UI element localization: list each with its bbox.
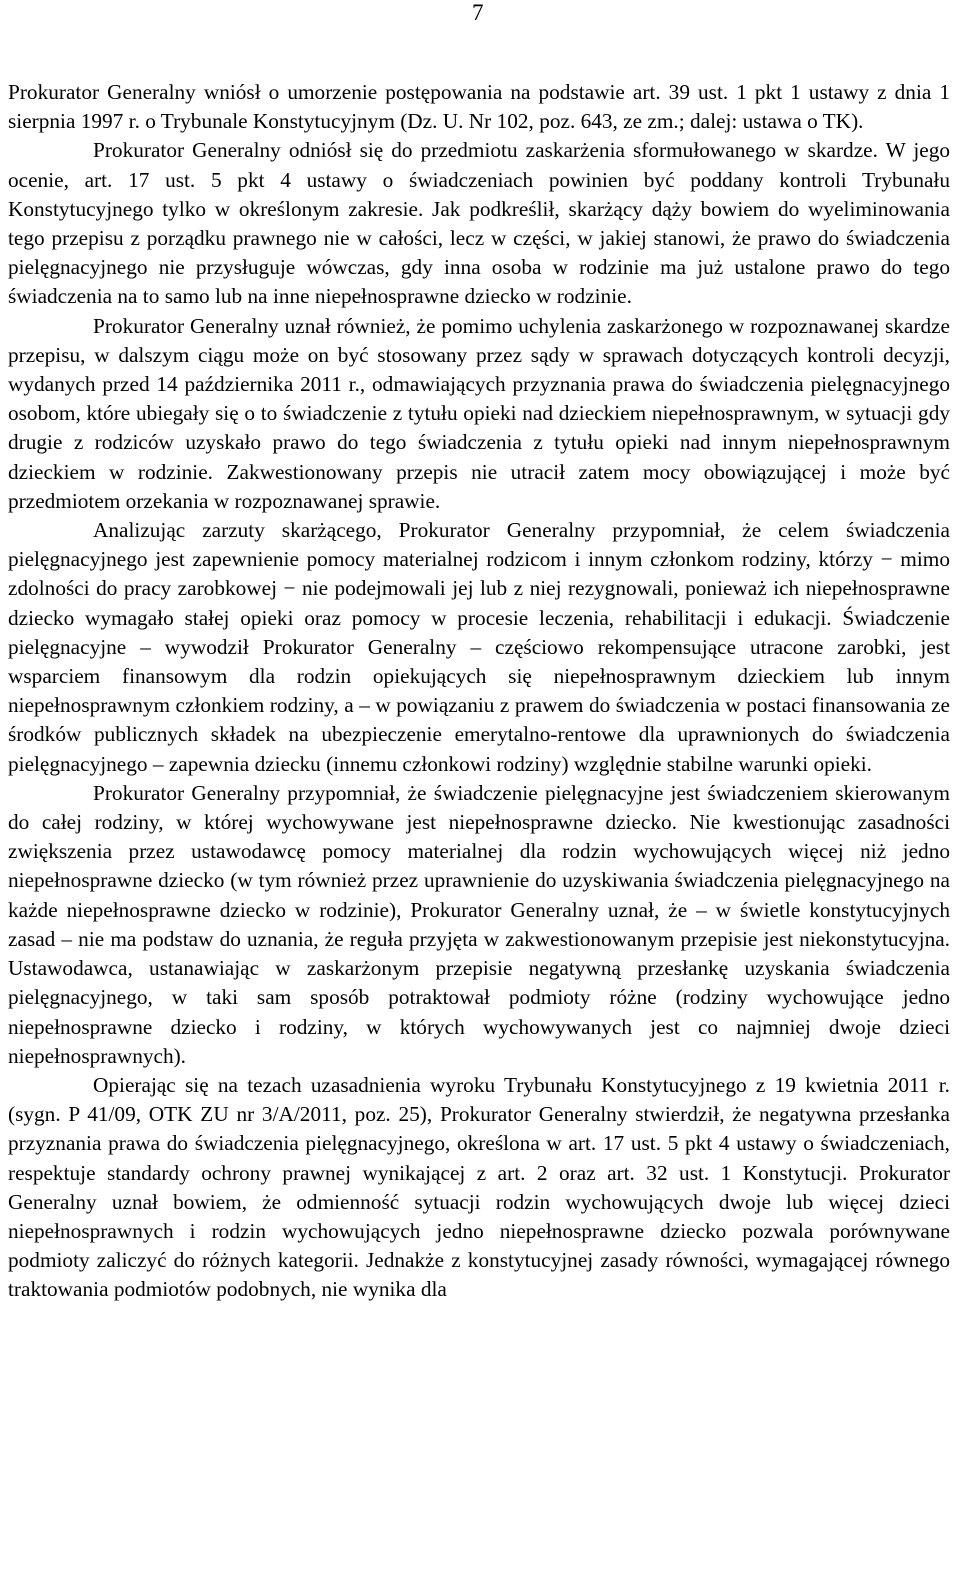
paragraph-4: Analizując zarzuty skarżącego, Prokurator Generalny przypomniał, że celem świadczenia pielęgnacyjnego jest zapewnienie pomocy materialnej rodzicom i innym członkom rodziny, którzy − mimo zdolności do pracy zarobkowej − nie podejmowali jej lub z niej rezygnowali, ponieważ ich niepełnosprawne dziecko wymagało stałej opieki oraz pomocy w procesie leczenia, rehabilitacji i edukacji. Świadczenie pielęgnacyjne – wywodził Prokurator Generalny – częściowo rekompensujące utracone zarobki, jest wsparciem finansowym dla rodzin opiekujących się niepełnosprawnym dzieckiem lub innym niepełnosprawnym członkiem rodziny, a – w powiązaniu z prawem do świadczenia w postaci finansowania ze środków publicznych składek na ubezpieczenie emerytalno-rentowe dla uprawnionych do świadczenia pielęgnacyjnego – zapewnia dziecku (innemu członkowi rodziny) względnie stabilne warunki opieki. [8, 518, 950, 776]
page-number: 7 [472, 0, 484, 25]
paragraph-5: Prokurator Generalny przypomniał, że świadczenie pielęgnacyjne jest świadczeniem skierowanym do całej rodziny, w której wychowywane jest niepełnosprawne dziecko. Nie kwestionując zasadności zwiększenia przez ustawodawcę pomocy materialnej dla rodzin wychowujących więcej niż jedno niepełnosprawne dziecko (w tym również przez uprawnienie do uzyskiwania świadczenia pielęgnacyjnego na każde niepełnosprawne dziecko w rodzinie), Prokurator Generalny uznał, że – w świetle konstytucyjnych zasad – nie ma podstaw do uznania, że reguła przyjęta w zakwestionowanym przepisie jest niekonstytucyjna. Ustawodawca, ustanawiając w zaskarżonym przepisie negatywną przesłankę uzyskania świadczenia pielęgnacyjnego, w taki sam sposób potraktował podmioty różne (rodziny wychowujące jedno niepełnosprawne dziecko i rodziny, w których wychowywanych jest co najmniej dwoje dzieci niepełnosprawnych). [8, 780, 950, 1068]
paragraph-2: Prokurator Generalny odniósł się do przedmiotu zaskarżenia sformułowanego w skardze. W jego ocenie, art. 17 ust. 5 pkt 4 ustawy o świadczeniach powinien być poddany kontroli Trybunału Konstytucyjnego tylko w określonym zakresie. Jak podkreślił, skarżący dąży bowiem do wyeliminowania tego przepisu z porządku prawnego nie w całości, lecz w części, w jakiej stanowi, że prawo do świadczenia pielęgnacyjnego nie przysługuje wówczas, gdy inna osoba w rodzinie ma już ustalone prawo do tego świadczenia na to samo lub na inne niepełnosprawne dziecko w rodzinie. [8, 138, 950, 309]
document-body [8, 78, 950, 1305]
paragraph-3: Prokurator Generalny uznał również, że pomimo uchylenia zaskarżonego w rozpoznawanej skardze przepisu, w dalszym ciągu może on być stosowany przez sądy w sprawach dotyczących kontroli decyzji, wydanych przed 14 października 2011 r., odmawiających przyznania prawa do świadczenia pielęgnacyjnego osobom, które ubiegały się o to świadczenie z tytułu opieki nad dzieckiem niepełnosprawnym, w sytuacji gdy drugie z rodziców uzyskało prawo do tego świadczenia z tytułu opieki nad innym niepełnosprawnym dzieckiem w rodzinie. Zakwestionowany przepis nie utracił zatem mocy obowiązującej i może być przedmiotem orzekania w rozpoznawanej sprawie. [8, 313, 950, 513]
paragraph-6: Opierając się na tezach uzasadnienia wyroku Trybunału Konstytucyjnego z 19 kwietnia 2011 r. (sygn. P 41/09, OTK ZU nr 3/A/2011, poz. 25), Prokurator Generalny stwierdził, że negatywna przesłanka przyznania prawa do świadczenia pielęgnacyjnego, określona w art. 17 ust. 5 pkt 4 ustawy o świadczeniach, respektuje standardy ochrony prawnej wynikającej z art. 2 oraz art. 32 ust. 1 Konstytucji. Prokurator Generalny uznał bowiem, że odmienność sytuacji rodzin wychowujących dwoje lub więcej dzieci niepełnosprawnych i rodzin wychowujących jedno niepełnosprawne dziecko pozwala porównywane podmioty zaliczyć do różnych kategorii. Jednakże z konstytucyjnej zasady równości, wymagającej równego traktowania podmiotów podobnych, nie wynika dla [8, 1072, 950, 1302]
paragraph-1: Prokurator Generalny wniósł o umorzenie postępowania na podstawie art. 39 ust. 1 pkt 1 ustawy z dnia 1 sierpnia 1997 r. o Trybunale Konstytucyjnym (Dz. U. Nr 102, poz. 643, ze zm.; dalej: ustawa o TK). [8, 80, 950, 134]
